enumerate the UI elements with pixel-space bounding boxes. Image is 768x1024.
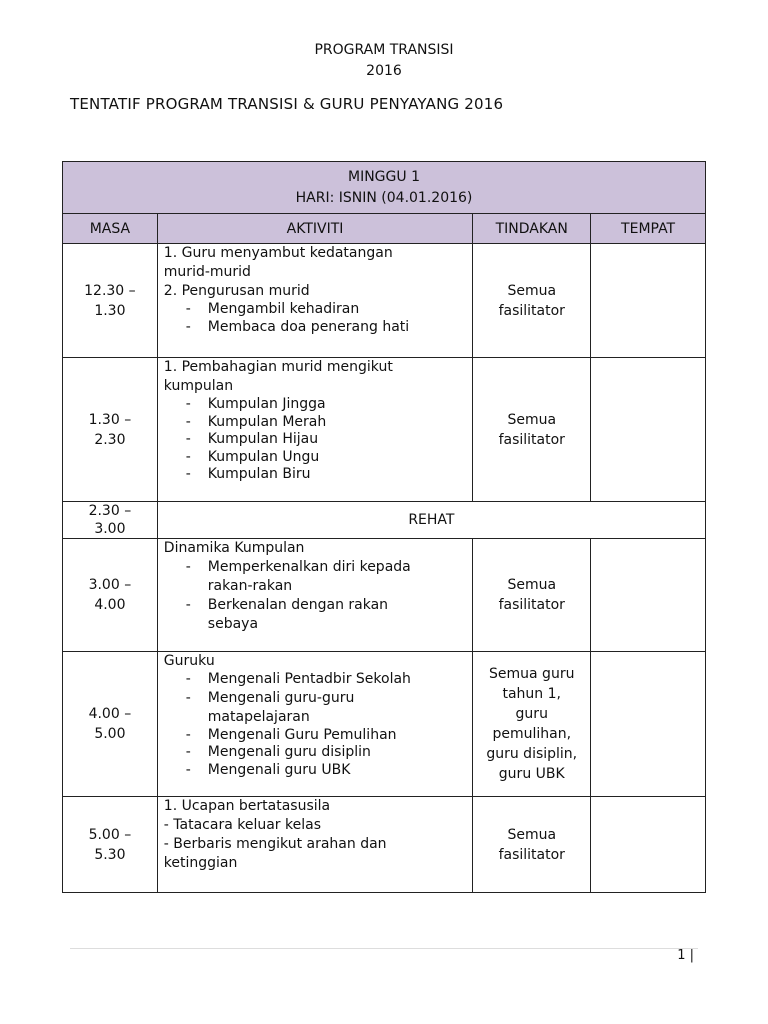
time-start: 12.30 –	[84, 282, 136, 299]
tindakan-line: Semua	[507, 282, 557, 299]
list-item-text: Berkenalan dengan rakan	[207, 597, 389, 613]
list-item: - Kumpulan Ungu	[186, 449, 467, 467]
table-row	[63, 539, 706, 652]
tindakan-line: Semua guru	[489, 666, 575, 682]
tempat-cell	[591, 358, 706, 502]
aktiviti-cell	[157, 539, 473, 652]
time-start: 2.30 –	[88, 503, 132, 519]
list-item: - Mengambil kehadiran	[186, 301, 467, 319]
column-header-masa: MASA	[63, 214, 158, 244]
activity-line: 1. Pembahagian murid mengikut	[163, 359, 393, 375]
activity-line: 1. Ucapan bertatasusila	[163, 798, 331, 814]
activity-list	[164, 396, 467, 484]
list-item	[186, 558, 467, 596]
day-label: HARI: ISNIN (04.01.2016)	[295, 189, 473, 206]
list-item: - Mengenali Pentadbir Sekolah	[186, 671, 467, 689]
activity-line: Dinamika Kumpulan	[163, 540, 305, 556]
tindakan-cell	[473, 797, 591, 893]
schedule-table	[62, 161, 706, 893]
time-end: 5.30	[94, 846, 126, 863]
activity-line: - Berbaris mengikut arahan dan	[163, 836, 387, 852]
list-item	[186, 689, 467, 727]
table-row	[63, 797, 706, 893]
tempat-cell	[591, 244, 706, 358]
activity-line: Guruku	[163, 653, 215, 669]
time-end: 4.00	[94, 597, 126, 613]
tindakan-line: fasilitator	[498, 302, 565, 319]
activity-list	[164, 301, 467, 336]
rehat-cell: REHAT	[157, 502, 705, 539]
list-item-text: sebaya	[207, 616, 259, 632]
list-item	[186, 596, 467, 634]
tindakan-cell	[473, 652, 591, 797]
tindakan-line: fasilitator	[498, 846, 565, 863]
week-header	[63, 162, 706, 214]
tindakan-cell	[473, 244, 591, 358]
tindakan-cell	[473, 539, 591, 652]
tindakan-line: guru disiplin,	[486, 746, 578, 762]
aktiviti-cell	[157, 244, 473, 358]
tindakan-cell	[473, 358, 591, 502]
list-item: - Kumpulan Jingga	[186, 396, 467, 414]
list-item: - Kumpulan Biru	[186, 466, 467, 484]
list-item-text: rakan-rakan	[207, 578, 293, 594]
tindakan-line: fasilitator	[498, 597, 565, 613]
time-start: 3.00 –	[88, 577, 132, 593]
time-end: 3.00	[94, 521, 126, 537]
column-header-tempat: TEMPAT	[591, 214, 706, 244]
activity-line: kumpulan	[163, 378, 234, 394]
header-line-2: 2016	[366, 63, 402, 79]
tindakan-line: fasilitator	[498, 431, 565, 448]
table-row	[63, 652, 706, 797]
list-item: - Mengenali Guru Pemulihan	[186, 727, 467, 745]
list-item: - Kumpulan Hijau	[186, 431, 467, 449]
header-line-1: PROGRAM TRANSISI	[314, 42, 454, 58]
tindakan-line: Semua	[507, 577, 557, 593]
activity-line: murid-murid	[163, 264, 251, 280]
time-end: 2.30	[94, 431, 126, 448]
tindakan-line: guru UBK	[498, 766, 565, 782]
aktiviti-cell	[157, 652, 473, 797]
list-item: - Mengenali guru UBK	[186, 762, 467, 780]
tindakan-line: pemulihan,	[492, 726, 572, 742]
activity-line: ketinggian	[163, 855, 238, 871]
tindakan-line: guru	[515, 706, 548, 722]
table-row	[63, 502, 706, 539]
masa-cell	[63, 797, 158, 893]
table-row	[63, 358, 706, 502]
week-label: MINGGU 1	[348, 168, 420, 185]
time-end: 1.30	[94, 302, 126, 319]
activity-list	[164, 558, 467, 634]
tindakan-line: Semua	[507, 411, 557, 428]
activity-list	[164, 671, 467, 779]
column-header-tindakan: TINDAKAN	[473, 214, 591, 244]
masa-cell	[63, 358, 158, 502]
time-end: 5.00	[94, 726, 126, 742]
time-start: 1.30 –	[88, 411, 132, 428]
list-item-text: Memperkenalkan diri kepada	[207, 559, 411, 575]
activity-line: 2. Pengurusan murid	[163, 283, 310, 299]
activity-line: 1. Guru menyambut kedatangan	[163, 245, 393, 261]
time-start: 5.00 –	[88, 826, 132, 843]
tempat-cell	[591, 652, 706, 797]
table-row	[63, 244, 706, 358]
list-item: - Membaca doa penerang hati	[186, 319, 467, 337]
document-title: TENTATIF PROGRAM TRANSISI & GURU PENYAYANG 2016	[70, 95, 504, 113]
activity-line: - Tatacara keluar kelas	[163, 817, 321, 833]
list-item: - Kumpulan Merah	[186, 414, 467, 432]
masa-cell	[63, 502, 158, 539]
column-header-aktiviti: AKTIVITI	[157, 214, 473, 244]
tempat-cell	[591, 539, 706, 652]
aktiviti-cell	[157, 358, 473, 502]
page-number: 1 |	[677, 948, 694, 963]
list-item-text: Mengenali guru-guru	[207, 689, 355, 706]
masa-cell	[63, 539, 158, 652]
masa-cell	[63, 244, 158, 358]
masa-cell	[63, 652, 158, 797]
aktiviti-cell	[157, 797, 473, 893]
footer-divider	[70, 948, 698, 949]
list-item-text: matapelajaran	[207, 708, 310, 725]
tindakan-line: tahun 1,	[502, 686, 561, 702]
list-item: - Mengenali guru disiplin	[186, 744, 467, 762]
column-header-row	[63, 214, 706, 244]
time-start: 4.00 –	[88, 706, 132, 722]
document-header	[0, 40, 768, 82]
tempat-cell	[591, 797, 706, 893]
tindakan-line: Semua	[507, 826, 557, 843]
